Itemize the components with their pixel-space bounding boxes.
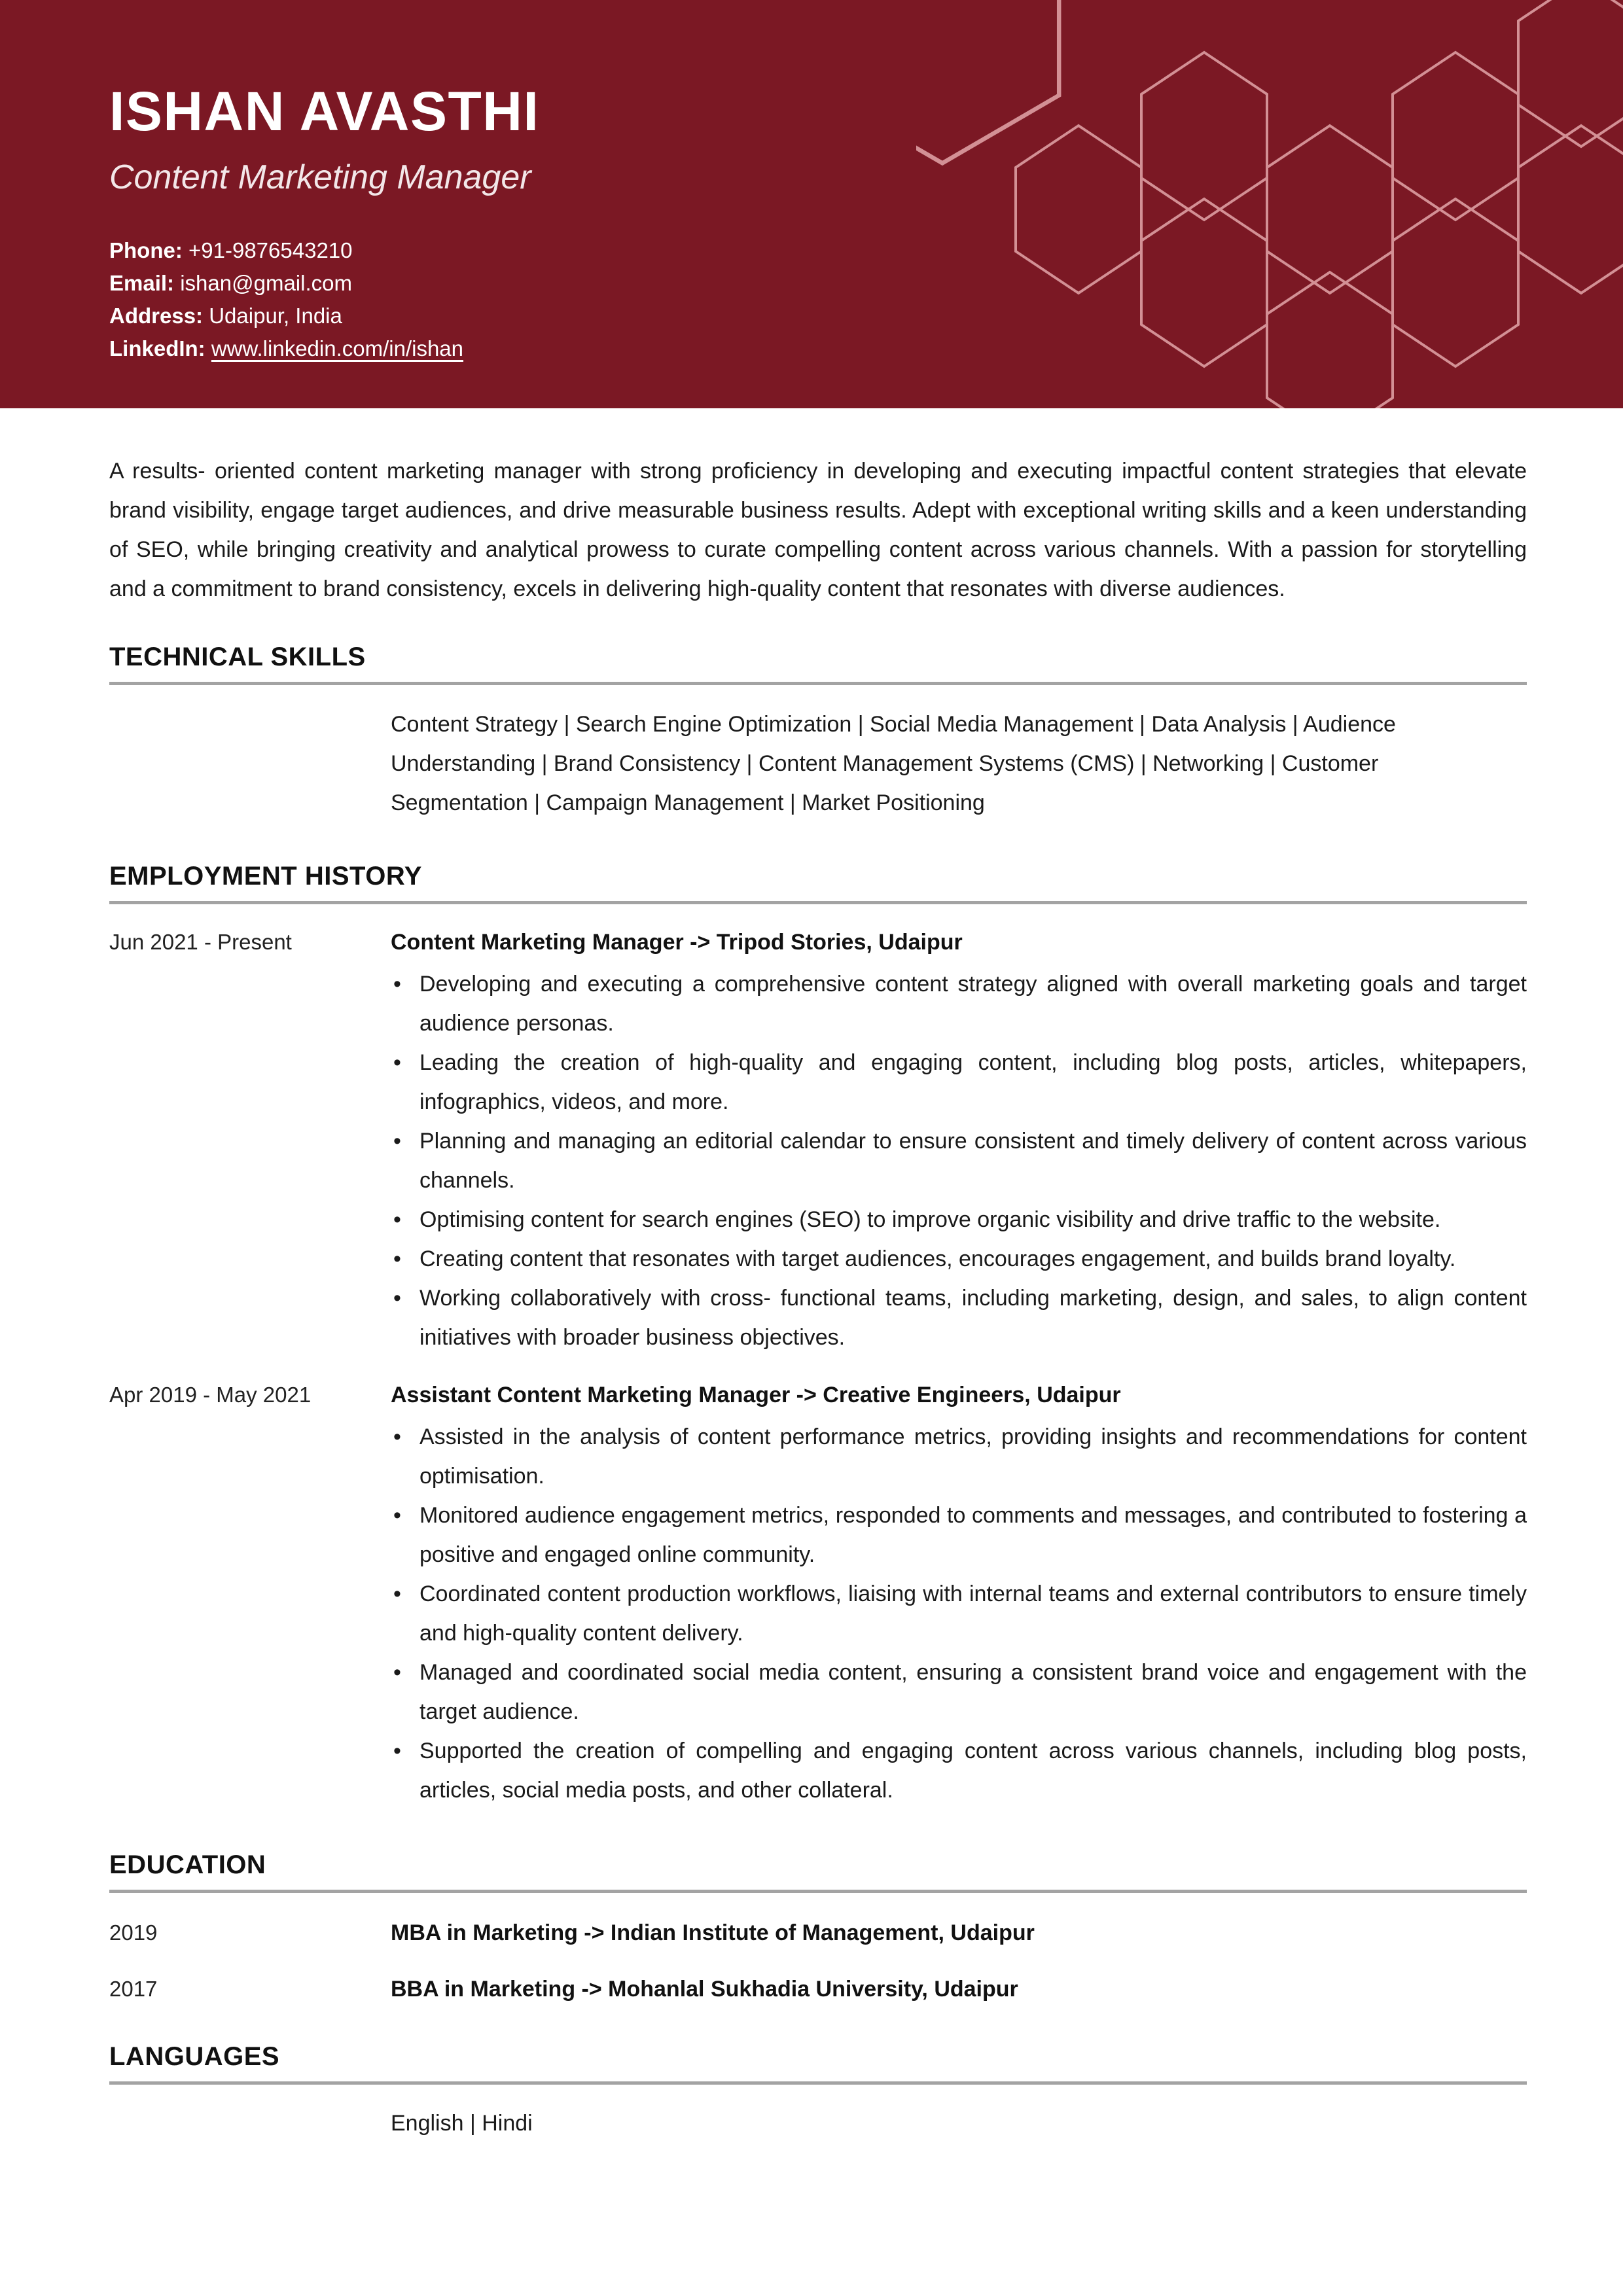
employment-entry (109, 927, 1527, 1357)
employment-details (391, 927, 1527, 1357)
contact-address-label: Address: (109, 304, 204, 328)
contact-address (109, 303, 463, 329)
hexagon-svg (916, 0, 1623, 408)
section-heading-employment-history: EMPLOYMENT HISTORY (109, 862, 422, 891)
list-item: • Optimising content for search engines (SEO) to improve organic visibility and drive traffic to the website. (391, 1200, 1527, 1239)
employment-duties (391, 1417, 1527, 1810)
employment-date: Apr 2019 - May 2021 (109, 1383, 312, 1407)
education-date: 2019 (109, 1920, 158, 1945)
employment-title: Assistant Content Marketing Manager -> Creative Engineers, Udaipur (391, 1383, 1121, 1407)
hexagon-shape (1267, 272, 1393, 408)
contact-phone-value: +91-9876543210 (188, 238, 353, 262)
list-item: • Planning and managing an editorial calendar to ensure consistent and timely delivery of content across various channels. (391, 1122, 1527, 1200)
section-divider (109, 901, 1527, 904)
technical-skills-list: Content Strategy | Search Engine Optimization | Social Media Management | Data Analysis | Audience Understanding | Brand Consistency | Content Management Systems (CMS) | Networking | Customer Segmentation | Campaign Management | Market Positioning (391, 712, 1396, 815)
hexagon-pattern-decoration (916, 0, 1623, 408)
contact-email (109, 270, 463, 296)
list-item: • Working collaboratively with cross- functional teams, including marketing, design, and sales, to align content initiatives with broader business objectives. (391, 1279, 1527, 1357)
contact-linkedin-label: LinkedIn: (109, 336, 205, 361)
contact-phone (109, 238, 463, 264)
list-item: • Creating content that resonates with target audiences, encourages engagement, and builds brand loyalty. (391, 1239, 1527, 1279)
contact-phone-label: Phone: (109, 238, 183, 262)
professional-summary: A results- oriented content marketing manager with strong proficiency in developing and executing impactful content strategies that elevate brand visibility, engage target audiences, and drive measurable business results. Adept with exceptional writing skills and a keen understanding of SEO, while bringing creativity and analytical prowess to curate compelling content across various channels. With a passion for storytelling and a commitment to brand consistency, excels in delivering high-quality content that resonates with diverse audiences. (109, 459, 1527, 601)
resume-body (0, 408, 1623, 2140)
section-divider (109, 2081, 1527, 2085)
education-entry (109, 1973, 1527, 2005)
header-text-block (109, 0, 895, 408)
section-divider (109, 1890, 1527, 1893)
list-item: • Supported the creation of compelling and engaging content across various channels, including blog posts, articles, social media posts, and other collateral. (391, 1731, 1527, 1810)
list-item: • Coordinated content production workflows, liaising with internal teams and external contributors to ensure timely and high-quality content delivery. (391, 1574, 1527, 1653)
section-heading-technical-skills: TECHNICAL SKILLS (109, 643, 366, 671)
list-item: • Monitored audience engagement metrics, responded to comments and messages, and contributed to fostering a positive and engaged online community. (391, 1496, 1527, 1574)
education-date: 2017 (109, 1977, 158, 2001)
employment-details (391, 1379, 1527, 1810)
hexagon-shape (1518, 0, 1623, 147)
section-heading-education: EDUCATION (109, 1850, 266, 1879)
list-item: • Assisted in the analysis of content performance metrics, providing insights and recommendations for content optimisation. (391, 1417, 1527, 1496)
hexagon-shape (1393, 52, 1518, 220)
section-education (109, 1852, 1527, 2005)
list-item: • Developing and executing a comprehensive content strategy aligned with overall marketing goals and target audience personas. (391, 964, 1527, 1043)
section-languages (109, 2043, 1527, 2140)
employment-duties (391, 964, 1527, 1357)
hexagon-shape (1267, 126, 1393, 293)
section-technical-skills (109, 644, 1527, 822)
contact-email-value: ishan@gmail.com (180, 271, 352, 295)
list-item: • Managed and coordinated social media content, ensuring a consistent brand voice and engagement with the target audience. (391, 1653, 1527, 1731)
languages-list: English | Hindi (391, 2111, 533, 2136)
contact-block (109, 238, 463, 368)
list-item: • Leading the creation of high-quality and engaging content, including blog posts, articles, whitepapers, infographics, videos, and more. (391, 1043, 1527, 1122)
job-title: Content Marketing Manager (109, 158, 531, 196)
hexagon-shape (1141, 52, 1267, 220)
page-title: ISHAN AVASTHI (109, 80, 540, 142)
section-divider (109, 682, 1527, 685)
employment-date: Jun 2021 - Present (109, 930, 292, 954)
education-title: MBA in Marketing -> Indian Institute of Management, Udaipur (391, 1920, 1035, 1945)
contact-address-value: Udaipur, India (209, 304, 342, 328)
hexagon-shape (1141, 199, 1267, 366)
section-employment-history (109, 863, 1527, 1810)
hexagon-group (1016, 0, 1623, 408)
employment-entry (109, 1379, 1527, 1810)
hexagon-shape (1518, 126, 1623, 293)
contact-email-label: Email: (109, 271, 175, 295)
resume-header (0, 0, 1623, 408)
hexagon-shape (916, 0, 1059, 163)
contact-linkedin (109, 336, 463, 362)
employment-title: Content Marketing Manager -> Tripod Stories, Udaipur (391, 930, 963, 955)
contact-linkedin-link[interactable]: www.linkedin.com/in/ishan (211, 336, 464, 361)
hexagon-shape (1393, 199, 1518, 366)
section-heading-languages: LANGUAGES (109, 2042, 280, 2071)
education-title: BBA in Marketing -> Mohanlal Sukhadia University, Udaipur (391, 1977, 1018, 2002)
hexagon-shape (1016, 126, 1141, 293)
education-entry (109, 1916, 1527, 1949)
